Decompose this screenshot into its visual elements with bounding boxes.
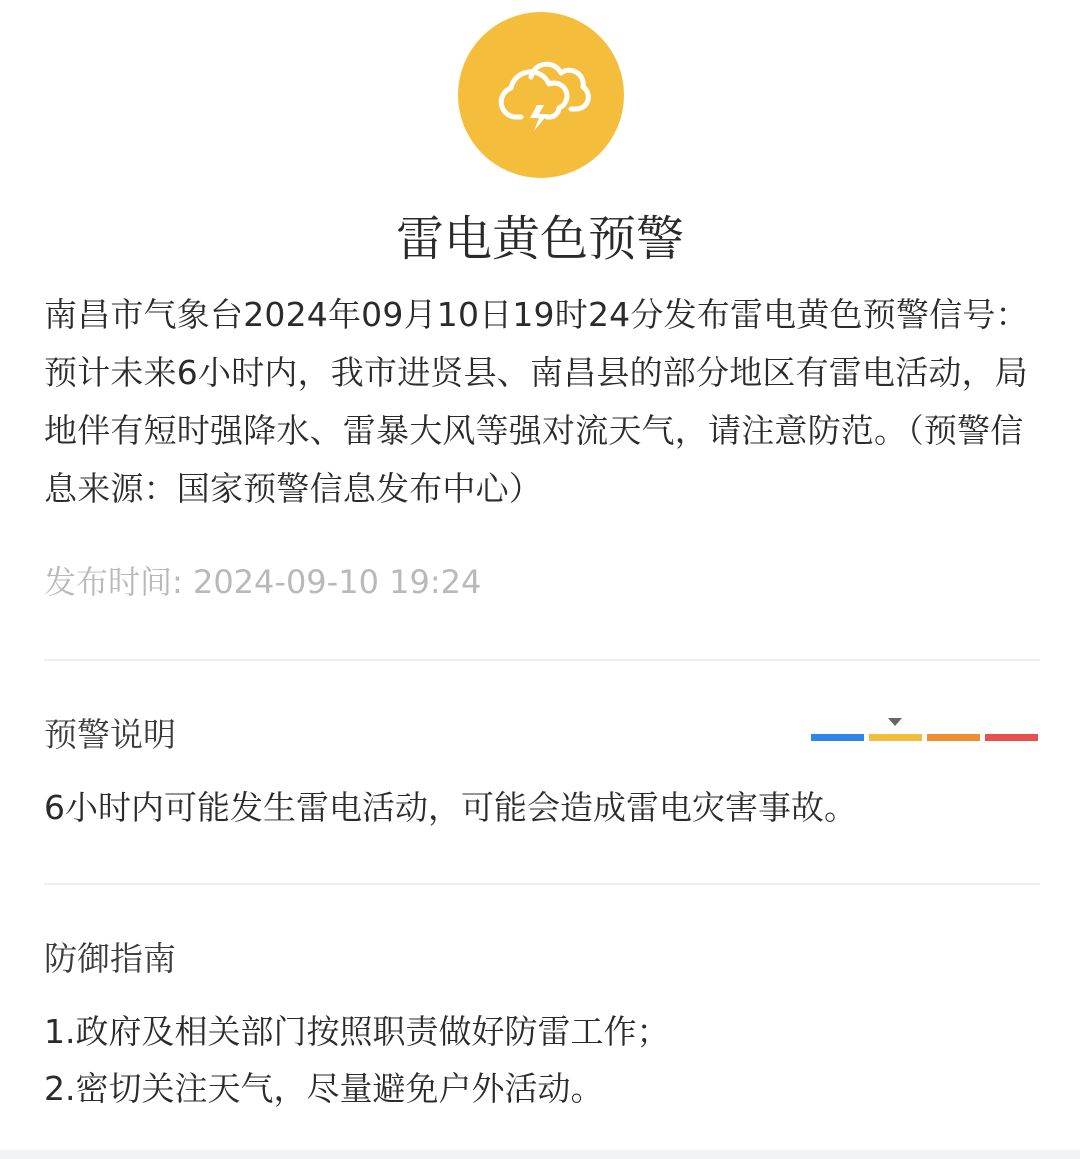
guide-item: 1.政府及相关部门按照职责做好防雷工作； <box>44 1012 670 1051</box>
explanation-text: 6小时内可能发生雷电活动，可能会造成雷电灾害事故。 <box>44 788 857 827</box>
explanation-title: 预警说明 <box>44 715 176 754</box>
current-level-marker-icon <box>888 718 902 726</box>
level-blue-segment <box>811 734 864 741</box>
publish-time: 发布时间: 2024-09-10 19:24 <box>44 563 482 601</box>
warning-level-bar <box>811 718 1039 744</box>
alert-title: 雷电黄色预警 <box>395 211 684 267</box>
divider <box>44 883 1040 885</box>
divider <box>44 659 1040 661</box>
guide-title: 防御指南 <box>44 939 176 978</box>
bottom-strip <box>0 1150 1080 1159</box>
level-yellow-segment <box>869 734 922 741</box>
level-red-segment <box>985 734 1038 741</box>
thunderstorm-cloud-icon <box>458 12 624 178</box>
alert-description: 南昌市气象台2024年09月10日19时24分发布雷电黄色预警信号：预计未来6小时内，我市进贤县、南昌县的部分地区有雷电活动，局地伴有短时强降水、雷暴大风等强对流天气，请注意防范。（预警信息来源：国家预警信息发布中心） <box>44 295 1029 508</box>
level-orange-segment <box>927 734 980 741</box>
guide-item: 2.密切关注天气，尽量避免户外活动。 <box>44 1069 604 1108</box>
